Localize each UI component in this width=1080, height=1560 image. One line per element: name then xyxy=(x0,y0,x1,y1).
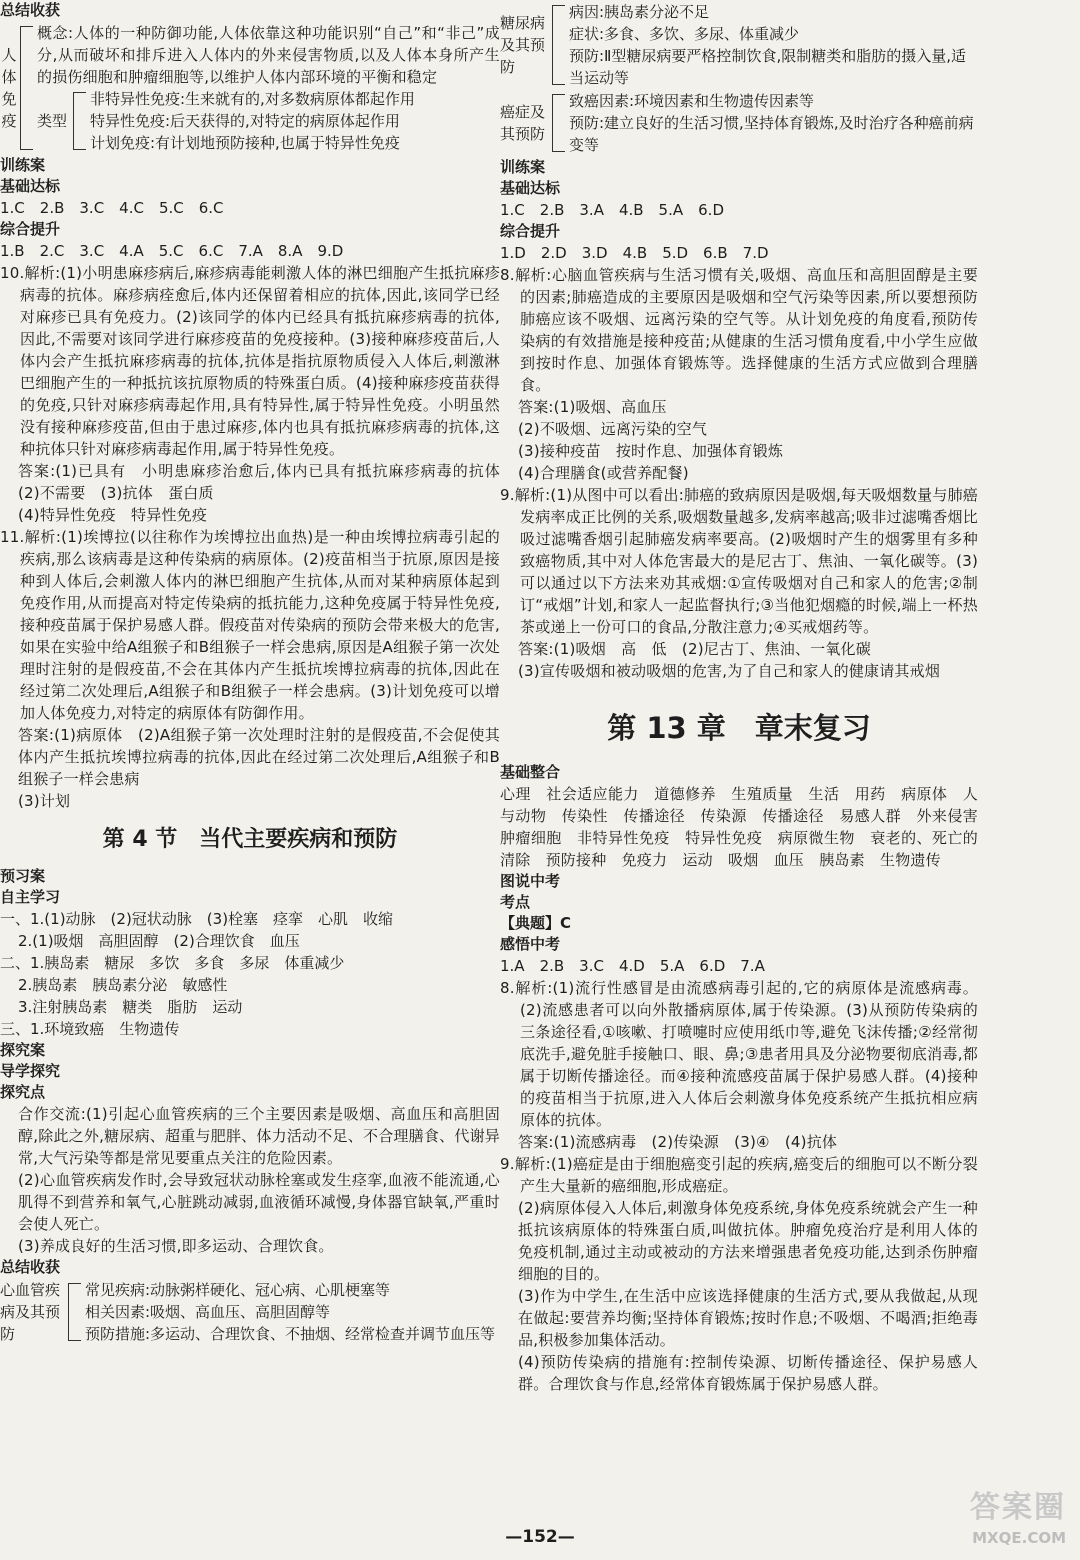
cancer-item: 致癌因素:环境因素和生物遗传因素等 xyxy=(569,92,815,110)
typical-question: 【典题】C xyxy=(500,914,572,932)
self-study-line: 一、1.(1)动脉 (2)冠状动脉 (3)栓塞 痉挛 心肌 收缩 xyxy=(0,910,394,928)
brace xyxy=(552,5,565,85)
q8b-answer: 答案:(1)流感病毒 (2)传染源 (3)④ (4)抗体 xyxy=(518,1133,838,1151)
kaodian-heading: 考点 xyxy=(500,893,531,911)
cardio-item: 常见疾病:动脉粥样硬化、冠心病、心肌梗塞等 xyxy=(85,1281,391,1299)
q9b-paragraph: (4)预防传染病的措施有:控制传染源、切断传播途径、保护易感人群。合理饮食与作息,经常体育锻炼属于保护易感人群。 xyxy=(518,1353,978,1393)
advanced-answers: 1.D 2.D 3.D 4.B 5.D 6.B 7.D xyxy=(500,244,769,262)
basic-heading: 基础达标 xyxy=(500,179,561,197)
brace xyxy=(20,26,33,150)
immune-concept: 概念:人体的一种防御功能,人体依靠这种功能识别“自己”和“非己”成分,从而破坏和排斥进入人体内的外来侵害物质,以及人体本身所产生的损伤细胞和肿瘤细胞等,以维护人体内部环境的平衡和稳定 xyxy=(37,24,500,86)
integration-text: 心理 社会适应能力 道德修养 生殖质量 生活 用药 病原体 人与动物 传染性 传播途径 传染源 传播途径 易感人群 外来侵害 肿瘤细胞 非特异性免疫 特异性免疫 病原微生物 衰老的、死亡的 清除 预防接种 免疫力 运动 吸烟 血压 胰岛素 生物遗传 xyxy=(500,785,994,869)
q9b-paragraph: (2)病原体侵入人体后,刺激身体免疫系统,身体免疫系统就会产生一种抵抗该病原体的特殊蛋白质,叫做抗体。肿瘤免疫治疗是利用人体的免疫机制,通过主动或被动的方法来增强患者免疫功能,达到杀伤肿瘤细胞的目的。 xyxy=(518,1199,978,1283)
watermark-brand: 答案圈 xyxy=(970,1490,1066,1525)
q11-answer: (3)计划 xyxy=(18,792,71,810)
q10-answer: 答案:(1)已具有 小明患麻疹治愈后,体内已具有抵抗麻疹病毒的抗体 (2)不需要 (3)抗体 蛋白质 xyxy=(18,462,516,502)
self-study-line: 3.注射胰岛素 糖类 脂肪 运动 xyxy=(18,998,243,1016)
q9-answer: (3)宣传吸烟和被动吸烟的危害,为了自己和家人的健康请其戒烟 xyxy=(518,662,941,680)
q8-answer: (3)接种疫苗 按时作息、加强体育锻炼 xyxy=(518,442,784,460)
self-study-line: 2.(1)吸烟 高胆固醇 (2)合理饮食 血压 xyxy=(18,932,300,950)
practice-heading: 训练案 xyxy=(0,156,46,174)
right-column xyxy=(500,0,994,1520)
q10-answer: (4)特异性免疫 特异性免疫 xyxy=(18,506,208,524)
practice-heading: 训练案 xyxy=(500,158,546,176)
diabetes-item: 病因:胰岛素分泌不足 xyxy=(569,3,710,21)
chapter-title: 第 13 章 章末复习 xyxy=(607,711,871,745)
summary2-heading: 总结收获 xyxy=(0,1258,61,1276)
q9b-paragraph: (3)作为中学生,在生活中应该选择健康的生活方式,要从我做起,从现在做起:要营养均衡;坚持体育锻炼;按时作息;不吸烟、不喝酒;拒绝毒品,积极参加集体活动。 xyxy=(518,1287,978,1349)
explore-heading: 探究案 xyxy=(0,1041,46,1059)
type-item: 特异性免疫:后天获得的,对特定的病原体起作用 xyxy=(90,112,400,130)
diabetes-label: 糖尿病及其预防 xyxy=(500,14,546,76)
self-study-line: 二、1.胰岛素 糖尿 多饮 多食 多尿 体重减少 xyxy=(0,954,345,972)
page-number: —152— xyxy=(505,1527,575,1547)
q8-answer: 答案:(1)吸烟、高血压 xyxy=(518,398,667,416)
cardio-item: 预防措施:多运动、合理饮食、不抽烟、经常检查并调节血压等 xyxy=(85,1325,496,1343)
q9b-analysis: 9.解析:(1)癌症是由于细胞癌变引起的疾病,癌变后的细胞可以不断分裂产生大量新的癌细胞,形成癌症。 xyxy=(500,1155,978,1195)
cancer-item: 预防:建立良好的生活习惯,坚持体育锻炼,及时治疗各种癌前病变等 xyxy=(569,114,974,154)
feel-answers: 1.A 2.B 3.C 4.D 5.A 6.D 7.A xyxy=(500,957,765,975)
advanced-heading: 综合提升 xyxy=(500,222,561,240)
brace xyxy=(73,92,86,150)
q8-analysis: 8.解析:心脑血管疾病与生活习惯有关,吸烟、高血压和高胆固醇是主要的因素;肺癌造成的主要原因是吸烟和空气污染等因素,所以要想预防肺癌应该不吸烟、远离污染的空气等。从计划免疫的角度看,预防传染病的有效措施是接种疫苗;从健康的生活习惯角度看,中小学生应做到按时作息、加强体育锻炼等。选择健康的生活方式应做到合理膳食。 xyxy=(500,266,978,394)
exam-heading: 图说中考 xyxy=(500,872,561,890)
advanced-heading: 综合提升 xyxy=(0,220,61,238)
type-item: 计划免疫:有计划地预防接种,也属于特异性免疫 xyxy=(90,134,400,152)
cancer-summary-tree xyxy=(500,90,978,156)
self-study-heading: 自主学习 xyxy=(0,888,61,906)
summary-heading: 总结收获 xyxy=(0,1,61,19)
cardio-item: 相关因素:吸烟、高血压、高胆固醇等 xyxy=(85,1303,331,1321)
immune-summary-tree xyxy=(0,22,500,154)
type-item: 非特异性免疫:生来就有的,对多数病原体都起作用 xyxy=(90,90,415,108)
guide-heading: 导学探究 xyxy=(0,1062,61,1080)
diabetes-item: 症状:多食、多饮、多尿、体重减少 xyxy=(569,25,800,43)
q11-analysis: 11.解析:(1)埃博拉(以往称作为埃博拉出血热)是一种由埃博拉病毒引起的疾病,那么该病毒是这种传染病的病原体。(2)疫苗相当于抗原,原因是接种到人体后,会刺激人体内的淋巴细胞产生抗体,从而对某种病原体起到免疫作用,从而提高对特定传染病的抵抗能力,这种免疫属于特异性免疫,接种疫苗属于保护易感人群。假疫苗对传染病的预防会带来极大的危害,如果在实验中给A组猴子和B组猴子一样会患病,原因是A组猴子第一次处理时注射的是假疫苗,不会在其体内产生抵抗埃博拉病毒的抗体,因此在经过第二次处理后,A组猴子和B组猴子一样会患病。(3)计划免疫可以增加人体免疫力,对特定的病原体有防御作用。 xyxy=(0,528,500,722)
feel-heading: 感悟中考 xyxy=(500,935,561,953)
preview-heading: 预习案 xyxy=(0,867,46,885)
q8-answer: (2)不吸烟、远离污染的空气 xyxy=(518,420,708,438)
integration-heading: 基础整合 xyxy=(500,763,561,781)
advanced-answers: 1.B 2.C 3.C 4.A 5.C 6.C 7.A 8.A 9.D xyxy=(0,242,344,260)
q8b-analysis: 8.解析:(1)流行性感冒是由流感病毒引起的,它的病原体是流感病毒。(2)流感患者可以向外散播病原体,属于传染源。(3)从预防传染病的三条途径看,①咳嗽、打喷嚏时应使用纸巾等,避免飞沫传播;②经常彻底洗手,避免脏手接触口、眼、鼻;③患者用具及分泌物要彻底消毒,都属于切断传播途径。而④接种流感疫苗属于保护易感人群。(4)接种的疫苗相当于抗原,进入人体后会刺激身体免疫系统产生抵抗相应病原体的抗体。 xyxy=(500,979,978,1129)
q9-answer: 答案:(1)吸烟 高 低 (2)尼古丁、焦油、一氧化碳 xyxy=(518,640,871,658)
self-study-line: 2.胰岛素 胰岛素分泌 敏感性 xyxy=(18,976,228,994)
diabetes-item: 预防:Ⅱ型糖尿病要严格控制饮食,限制糖类和脂肪的摄入量,适当运动等 xyxy=(569,47,966,87)
q11-answer: 答案:(1)病原体 (2)A组猴子第一次处理时注射的是假疫苗,不会促使其体内产生抵抗埃博拉病毒的抗体,因此在经过第二次处理后,A组猴子和B组猴子一样会患病 xyxy=(18,726,500,788)
watermark-url: MXQE.COM xyxy=(972,1529,1066,1547)
immune-label: 人体免疫 xyxy=(1,46,17,130)
cancer-label: 癌症及其预防 xyxy=(500,103,546,143)
section-title: 第 4 节 当代主要疾病和预防 xyxy=(102,827,398,852)
basic-answers: 1.C 2.B 3.C 4.C 5.C 6.C xyxy=(0,199,224,217)
q10-analysis: 10.解析:(1)小明患麻疹病后,麻疹病毒能刺激人体的淋巴细胞产生抵抗麻疹病毒的抗体。麻疹病痊愈后,体内还保留着相应的抗体,因此,该同学已经对麻疹已具有免疫力。(2)该同学的体内已经具有抵抗麻疹病毒的抗体,因此,不需要对该同学进行麻疹疫苗的免疫接种。(3)接种麻疹疫苗后,人体内会产生抵抗麻疹病毒的抗体,抗体是指抗原物质侵入人体后,刺激淋巴细胞产生的一种抵抗该抗原物质的特殊蛋白质。(4)接种麻疹疫苗获得的免疫,只针对麻疹病毒起作用,具有特异性,属于特异性免疫。小明虽然没有接种麻疹疫苗,但由于患过麻疹,体内也具有抵抗麻疹病毒的抗体,这种抗体只针对麻疹病毒起作用,属于特异性免疫。 xyxy=(0,264,500,458)
brace xyxy=(68,1283,81,1341)
cardio-label: 心血管疾病及其预防 xyxy=(0,1281,61,1343)
q8-answer: (4)合理膳食(或营养配餐) xyxy=(518,464,689,482)
cardio-summary-tree xyxy=(0,1279,500,1345)
self-study-line: 三、1.环境致癌 生物遗传 xyxy=(0,1020,180,1038)
brace xyxy=(552,94,565,152)
exchange-text: (3)养成良好的生活习惯,即多运动、合理饮食。 xyxy=(18,1237,334,1255)
watermark-logo xyxy=(916,1490,1066,1552)
basic-answers: 1.C 2.B 3.A 4.B 5.A 6.D xyxy=(500,201,724,219)
types-label: 类型 xyxy=(37,112,68,130)
basic-heading: 基础达标 xyxy=(0,177,61,195)
point-heading: 探究点 xyxy=(0,1083,46,1101)
exchange-text: (2)心血管疾病发作时,会导致冠状动脉栓塞或发生痉挛,血液不能流通,心肌得不到营养和氧气,心脏跳动减弱,血液循环减慢,身体器官缺氧,严重时会使人死亡。 xyxy=(18,1171,500,1233)
exchange-text: 合作交流:(1)引起心血管疾病的三个主要因素是吸烟、高血压和高胆固醇,除此之外,糖尿病、超重与肥胖、体力活动不足、不合理膳食、代谢异常,大气污染等都是常见要重点关注的危险因素。 xyxy=(18,1105,500,1167)
diabetes-summary-tree xyxy=(500,1,978,89)
q9-analysis: 9.解析:(1)从图中可以看出:肺癌的致病原因是吸烟,每天吸烟数量与肺癌发病率成正比例的关系,吸烟数量越多,发病率越高;吸非过滤嘴香烟比吸过滤嘴香烟引起肺癌发病率要高。(2)吸烟时产生的烟雾里有多种致癌物质,其中对人体危害最大的是尼古丁、焦油、一氧化碳等。(3)可以通过以下方法来劝其戒烟:①宣传吸烟对自己和家人的危害;②制订“戒烟”计划,和家人一起监督执行;③当他犯烟瘾的时候,端上一杯热茶或递上一份可口的食品,分散注意力;④买戒烟药等。 xyxy=(500,486,978,636)
